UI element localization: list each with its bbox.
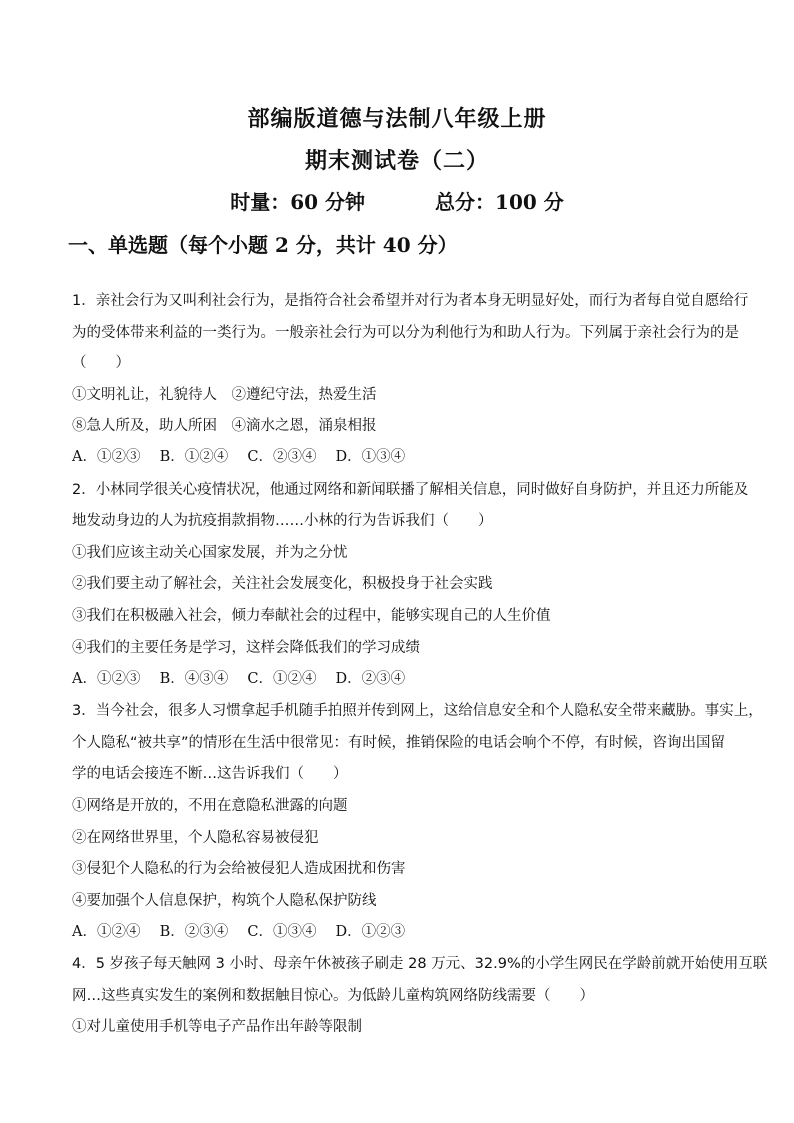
text-line: A．①②③ B．④③④ C．①②④ D．②③④ (72, 671, 406, 687)
text-line: ①文明礼让，礼貌待人 ②遵纪守法，热爱生活 (72, 387, 377, 403)
exam-time: 时量：60 分钟 (230, 190, 366, 214)
text-line: 4．5 岁孩子每天触网 3 小时、母亲午休被孩子刷走 28 万元、32.9%的小学生网民在学龄前就开始使用互联 (72, 956, 768, 972)
exam-meta (0, 186, 794, 215)
text-line: 2．小林同学很关心疫情状况，他通过网络和新闻联播了解相关信息，同时做好自身防护，并且还力所能及 (72, 482, 749, 498)
text-line: 网…这些真实发生的案例和数据触目惊心。为低龄儿童构筑网络防线需要（ ） (72, 988, 594, 1004)
text-line: ④要加强个人信息保护，构筑个人隐私保护防线 (72, 893, 377, 909)
text-line: 个人隐私“被共享”的情形在生活中很常见：有时候，推销保险的电话会响个不停，有时候，咨询出国留 (72, 735, 726, 751)
section-heading: 一、单选题（每个小题 2 分，共计 40 分） (68, 233, 458, 257)
text-line: ①我们应该主动关心国家发展，并为之分忧 (72, 545, 348, 561)
text-line: ②我们要主动了解社会，关注社会发展变化，积极投身于社会实践 (72, 576, 493, 592)
text-line: 3．当今社会，很多人习惯拿起手机随手拍照并传到网上，这给信息安全和个人隐私安全带来藏胁。事实上， (72, 703, 763, 719)
text-line: 为的受体带来利益的一类行为。一般亲社会行为可以分为利他行为和助人行为。下列属于亲社会行为的是 (72, 325, 739, 341)
text-line: ③侵犯个人隐私的行为会给被侵犯人造成困扰和伤害 (72, 861, 406, 877)
text-line: ③我们在积极融入社会，倾力奉献社会的过程中，能够实现自己的人生价值 (72, 608, 551, 624)
text-line: ⑧急人所及，助人所困 ④滴水之恩，涌泉相报 (72, 418, 377, 434)
text-line: ①网络是开放的，不用在意隐私泄露的向题 (72, 798, 348, 814)
exam-score: 总分：100 分 (435, 190, 564, 214)
exam-title: 部编版道德与法制八年级上册 (247, 106, 547, 132)
exam-subtitle: 期末测试卷（二） (304, 148, 489, 174)
text-line: A．①②④ B．②③④ C．①③④ D．①②③ (72, 924, 406, 940)
text-line: 1．亲社会行为又叫利社会行为，是指符合社会希望并对行为者本身无明显好处，而行为者每自觉自愿给行 (72, 293, 749, 309)
text-line: （ ） (72, 355, 130, 371)
text-line: A．①②③ B．①②④ C．②③④ D．①③④ (72, 449, 406, 465)
text-line: 地发动身边的人为抗疫捐款捐物……小林的行为告诉我们（ ） (72, 513, 493, 529)
text-line: ②在网络世界里，个人隐私容易被侵犯 (72, 830, 319, 846)
text-line: ①对儿童使用手机等电子产品作出年龄等限制 (72, 1019, 362, 1035)
text-line: ④我们的主要任务是学习，这样会降低我们的学习成绩 (72, 640, 420, 656)
text-line: 学的电话会接连不断…这告诉我们（ ） (72, 766, 348, 782)
